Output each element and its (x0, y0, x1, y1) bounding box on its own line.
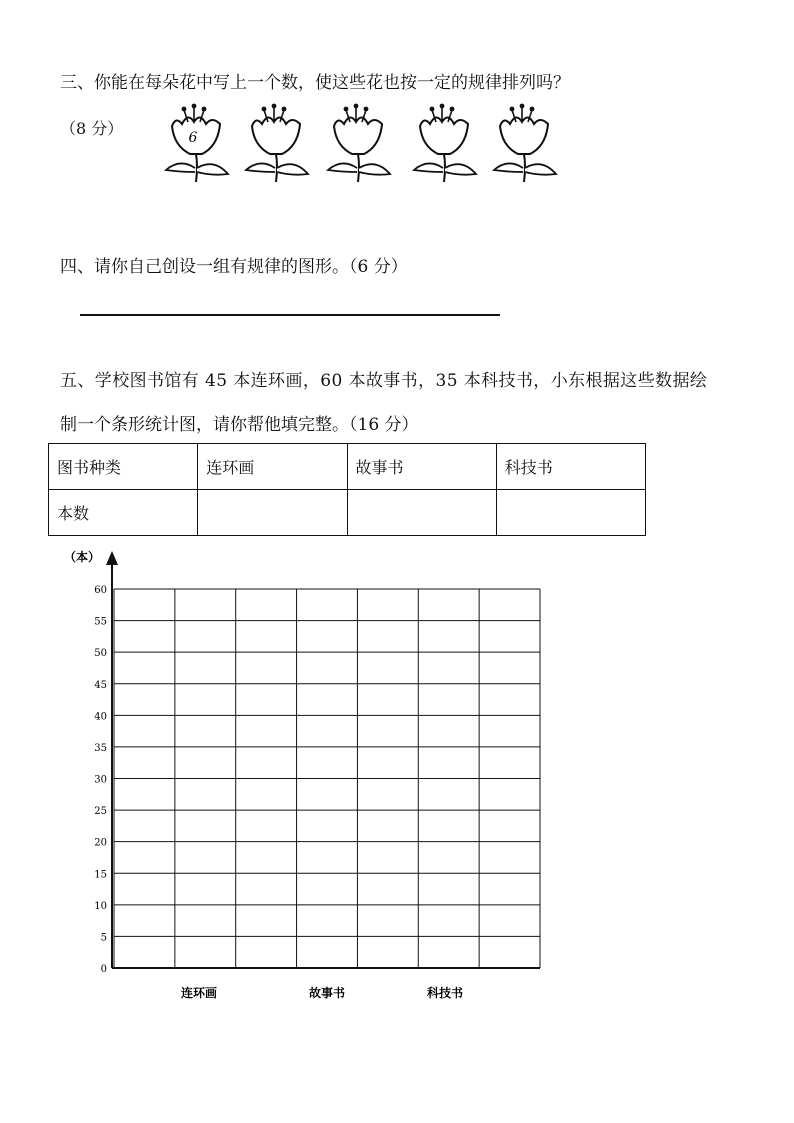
y-axis-arrow-icon (106, 551, 118, 565)
x-category-label: 故事书 (308, 986, 346, 1000)
bar-chart (40, 545, 560, 1015)
answer-line[interactable] (80, 314, 500, 316)
answer-cell[interactable] (347, 490, 496, 536)
question-5-line-2: 制一个条形统计图，请你帮他填完整。（16 分） (60, 415, 419, 435)
question-3-score: （8 分） (60, 119, 124, 138)
y-tick-label: 35 (94, 742, 107, 754)
y-tick-label: 0 (100, 964, 107, 975)
y-tick-label: 55 (94, 616, 107, 628)
x-category-label: 科技书 (426, 986, 464, 1000)
answer-cell[interactable] (198, 490, 347, 536)
flower-3 (328, 104, 390, 182)
y-tick-label: 25 (94, 806, 107, 818)
table-row (49, 490, 646, 536)
y-tick-label: 60 (94, 585, 107, 596)
table-header-row (49, 444, 646, 490)
table-row-label: 本数 (49, 490, 198, 536)
y-tick-label: 45 (94, 679, 107, 691)
table-header-cell: 故事书 (347, 444, 496, 490)
y-tick-label: 20 (94, 837, 107, 849)
flower-row (158, 100, 568, 190)
flower-4 (414, 104, 476, 182)
y-tick-label: 50 (94, 648, 107, 660)
y-tick-label: 15 (94, 869, 107, 881)
table-header-cell: 图书种类 (49, 444, 198, 490)
table-header-cell: 科技书 (496, 444, 645, 490)
table-header-cell: 连环画 (198, 444, 347, 490)
y-tick-label: 40 (94, 711, 107, 723)
y-axis-label: （本） (64, 550, 101, 564)
flower-1-value: 6 (188, 130, 198, 146)
book-count-table (48, 443, 646, 536)
y-tick-label: 30 (94, 774, 107, 786)
question-3-text: 三、你能在每朵花中写上一个数，使这些花也按一定的规律排列吗？ (60, 73, 570, 93)
question-5-line-1: 五、学校图书馆有 45 本连环画，60 本故事书，35 本科技书，小东根据这些数据绘 (60, 371, 708, 391)
flower-2 (246, 104, 308, 182)
y-tick-label: 5 (100, 932, 107, 944)
question-4-text: 四、请你自己创设一组有规律的图形。（6 分） (60, 257, 408, 277)
x-category-label: 连环画 (180, 986, 218, 1000)
answer-cell[interactable] (496, 490, 645, 536)
y-tick-label: 10 (94, 900, 107, 912)
flower-5 (494, 104, 556, 182)
